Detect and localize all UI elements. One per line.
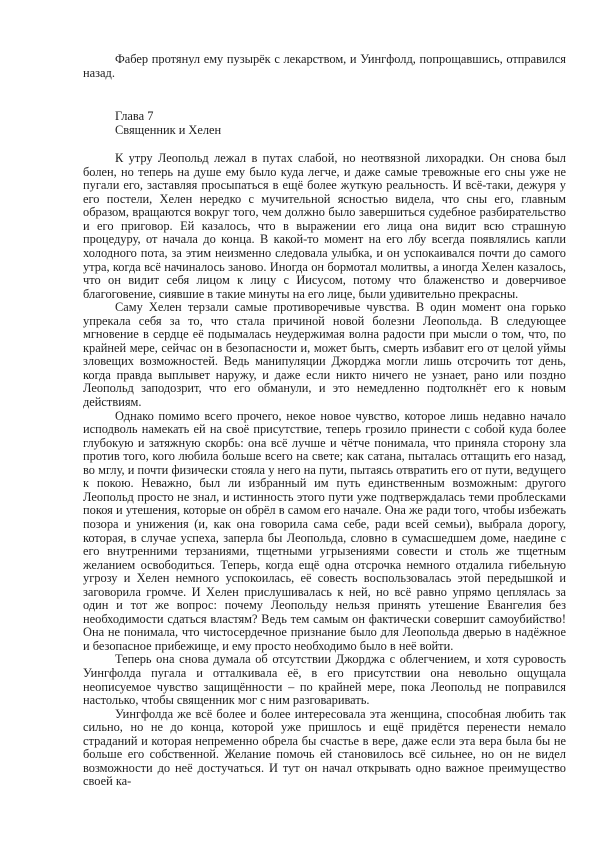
chapter-number: Глава 7: [115, 109, 154, 124]
opening-paragraph: Фабер протянул ему пузырёк с лекарством, и Уингфолд, попрощавшись, отправился назад.: [83, 52, 566, 80]
body-paragraph: Теперь она снова думала об отсутствии Джорджа с облегчением, и хотя суровость Уингфолда пугала и отталкивала её, в его присутствии она невольно ощущала неописуемое чувство защищённости – по крайней мере, пока Леопольд не поправился настолько, чтобы священник мог с ним разговаривать.: [83, 652, 566, 708]
chapter-heading: [83, 110, 566, 137]
body-paragraph: Уингфолда же всё более и более интересовала эта женщина, способная любить так сильно, но не до конца, которой уже пришлось и ещё придётся перенести немало страданий и которая непременно обрела бы счастье в вере, даже если эта вера была бы не больше его собственной. Желание помочь ей становилось всё сильнее, но он не видел возможности до неё достучаться. И тут он начал открывать одно важное преимущество своей ка-: [83, 706, 566, 789]
body-paragraph: К утру Леопольд лежал в путах слабой, но неотвязной лихорадки. Он снова был болен, но теперь на душе ему было куда легче, и даже самые тревожные его сны уже не пугали его, заставляя просыпаться в ещё более жуткую реальность. И всё-таки, дежуря у его постели, Хелен нередко с мучительной ясностью видела, что сны его, главным образом, вращаются вокруг того, чем должно было завершиться судебное разбирательство и его приговор. Ей казалось, что в выражении его лица она видит всю страшную процедуру, от начала до конца. В какой-то момент на его лбу всегда появлялись капли холодного пота, за этим неизменно следовала улыбка, и он успокаивался почти до самого утра, когда всё начиналось заново. Иногда он бормотал молитвы, а иногда Хелен казалось, что он видит себя лицом к лицу с Иисусом, потому что блаженство и доверчивое благоговение, сиявшие в такие минуты на его лице, были удивительно прекрасны.: [83, 151, 566, 301]
chapter-title: Священник и Хелен: [115, 122, 222, 137]
body-paragraph: Саму Хелен терзали самые противоречивые чувства. В один момент она горько упрекала себя за то, что стала причиной новой болезни Леопольда. В следующее мгновение в сердце её подымалась неудержимая волна радости при мысли о том, что, по крайней мере, сейчас он в безопасности и, может быть, смерть избавит его от целой уймы зловещих возможностей. Ведь манипуляции Джорджа могли лишь отсрочить тот день, когда правда выплывет наружу, и даже если никто ничего не узнает, рано или поздно Леопольд заподозрит, что его обманули, и это немедленно подтолкнёт его к новым действиям.: [83, 300, 566, 410]
body-paragraph: Однако помимо всего прочего, некое новое чувство, которое лишь недавно начало исподволь намекать ей на своё присутствие, теперь грозило принести с собой куда более глубокую и затяжную скорбь: она всё лучше и чётче понимала, что приняла сторону зла против того, кого любила больше всего на свете; как сатана, пыталась оттащить его назад, во мглу, и почти физически стояла у него на пути, пытаясь отвратить его от пути, ведущего к покою. Неважно, был ли избранный им путь единственным возможным: другого Леопольд просто не знал, и истинность этого пути уже подтверждалась теми проблесками покоя и утешения, которые он обрёл в самом его начале. Она же ради того, чтобы избежать позора и унижения (и, как она говорила сама себе, ради всей семьи), выбрала дорогу, которая, в случае успеха, заперла бы Леопольда, словно в сумасшедшем доме, наедине с его внутренними терзаниями, тщетными угрызениями совести и столь же тщетным желанием освободиться. Теперь, когда ещё одна отсрочка немного отдалила гибельную угрозу и Хелен немного успокоилась, её совесть воспользовалась этой передышкой и заговорила громче. И Хелен прислушивалась к ней, но всё равно упрямо цеплялась за один и тот же вопрос: почему Леопольду нельзя принять утешение Евангелия без необходимости сдаться властям? Ведь тем самым он фактически совершит самоубийство! Она не понимала, что чистосердечное признание было для Леопольда дверью в надёжное и безопасное прибежище, и ему просто необходимо было в неё войти.: [83, 408, 566, 653]
page-text-block: [83, 53, 566, 789]
